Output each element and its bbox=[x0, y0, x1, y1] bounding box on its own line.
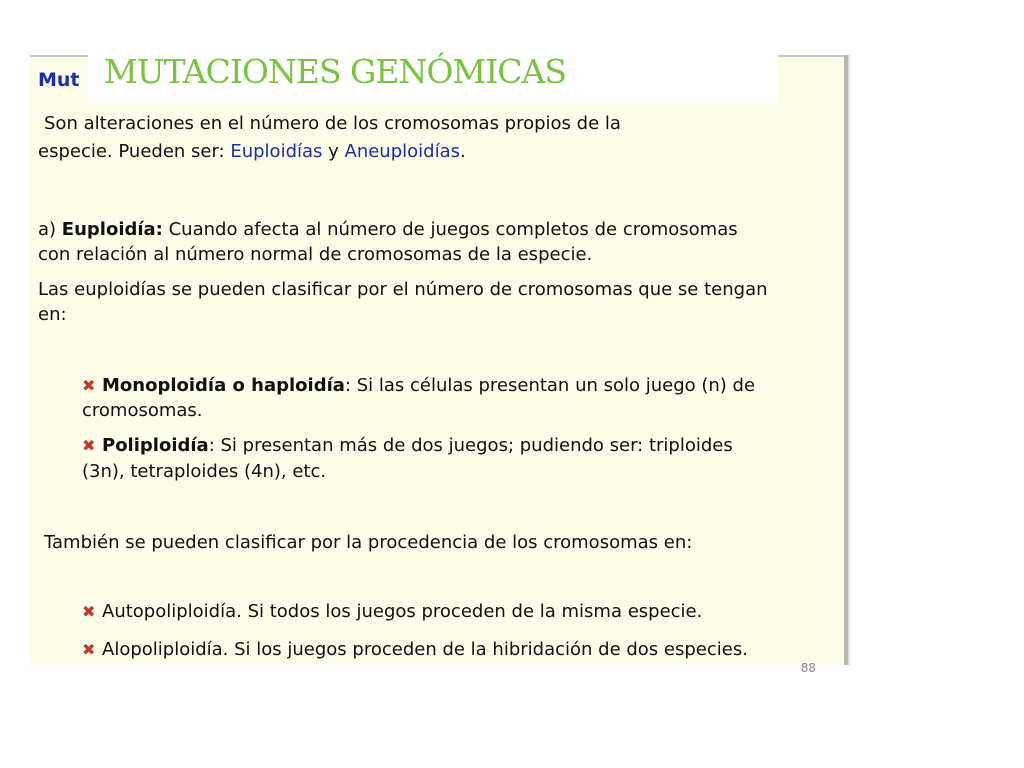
x-mark-icon: ✖ bbox=[82, 640, 96, 659]
intro-line-1: Son alteraciones en el número de los cromosomas propios de la bbox=[44, 113, 621, 134]
term-aneuploidias: Aneuploidías bbox=[344, 141, 460, 162]
procedencia-line: También se pueden clasificar por la procedencia de los cromosomas en: bbox=[44, 532, 693, 553]
term-euploidias: Euploidías bbox=[230, 141, 323, 162]
list-item-autopoliploidia bbox=[82, 599, 702, 625]
intro-text: especie. Pueden ser: bbox=[38, 141, 231, 162]
clipped-heading: Mut bbox=[38, 69, 80, 91]
euploidia-line-1 bbox=[38, 217, 738, 243]
list-item-alopoliploidia bbox=[82, 637, 748, 663]
list-item-poliploidia bbox=[82, 433, 733, 459]
poliploidia-text: : Si presentan más de dos juegos; pudiendo ser: triploides bbox=[208, 435, 733, 456]
alopoliploidia-term: Alopoliploidía bbox=[102, 639, 223, 660]
slide-title: MUTACIONES GENÓMICAS bbox=[104, 52, 566, 91]
page-number: 88 bbox=[800, 661, 816, 675]
alopoliploidia-text: . Si los juegos proceden de la hibridación de dos especies. bbox=[222, 639, 748, 660]
poliploidia-line-2: (3n), tetraploides (4n), etc. bbox=[82, 461, 327, 482]
conjunction: y bbox=[322, 141, 345, 162]
autopoliploidia-term: Autopoliploidía bbox=[102, 601, 237, 622]
intro-line-2 bbox=[38, 139, 466, 165]
monoploidia-text: : Si las células presentan un solo juego (n) de bbox=[344, 375, 756, 396]
monoploidia-term: Monoploidía o haploidía bbox=[102, 375, 345, 396]
poliploidia-term: Poliploidía bbox=[102, 435, 209, 456]
classification-line-1: Las euploidías se pueden clasificar por el número de cromosomas que se tengan bbox=[38, 279, 768, 300]
classification-line-2: en: bbox=[38, 304, 67, 325]
autopoliploidia-text: . Si todos los juegos proceden de la misma especie. bbox=[236, 601, 703, 622]
embedded-screenshot bbox=[30, 55, 844, 675]
intro-period: . bbox=[460, 141, 466, 162]
monoploidia-line-2: cromosomas. bbox=[82, 400, 203, 421]
x-mark-icon: ✖ bbox=[82, 436, 96, 455]
euploidia-line-2: con relación al número normal de cromosomas de la especie. bbox=[38, 244, 593, 265]
euploidia-term: Euploidía: bbox=[61, 219, 163, 240]
euploidia-text: Cuando afecta al número de juegos completos de cromosomas bbox=[162, 219, 738, 240]
list-item-monoploidia bbox=[82, 373, 755, 399]
x-mark-icon: ✖ bbox=[82, 376, 96, 395]
item-letter: a) bbox=[38, 219, 62, 240]
x-mark-icon: ✖ bbox=[82, 602, 96, 621]
